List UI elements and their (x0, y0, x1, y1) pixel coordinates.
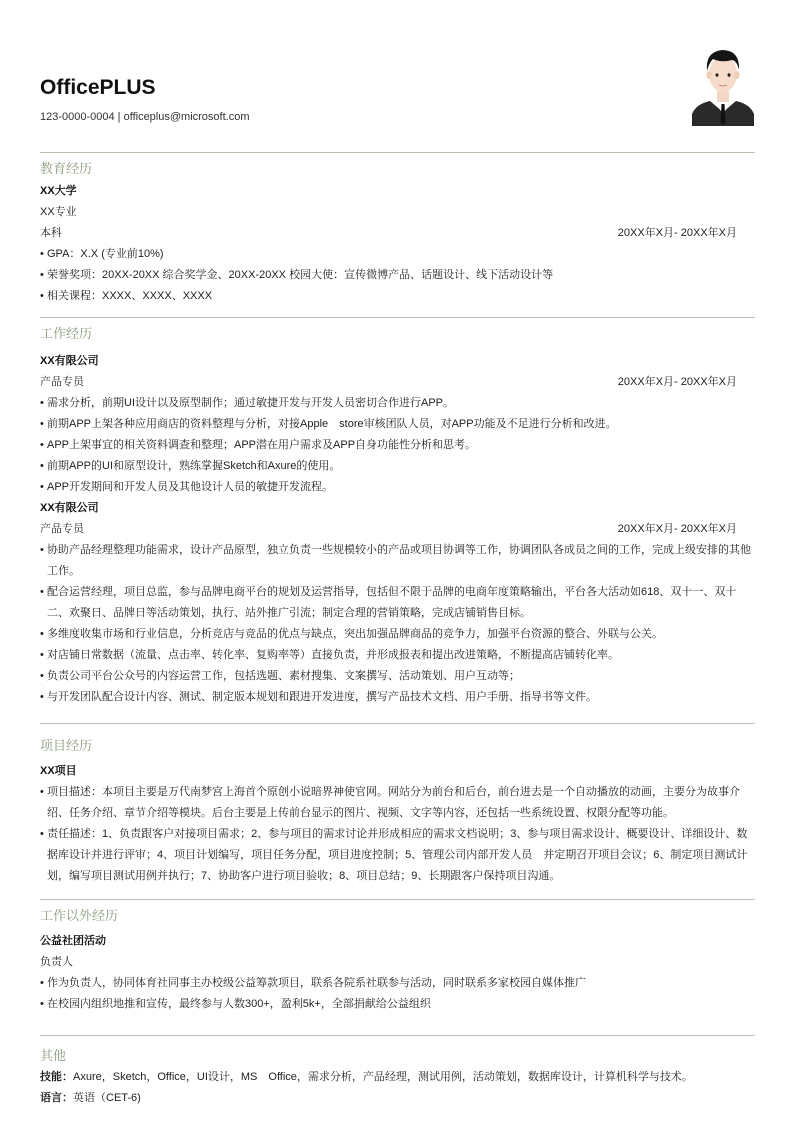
list-item: • 多维度收集市场和行业信息，分析竞店与竞品的优点与缺点，突出加强品牌商品的竞争力，加强平台资源的整合、外联与公关。 (40, 624, 755, 645)
list-item: • 前期APP的UI和原型设计，熟练掌握Sketch和Axure的使用。 (40, 456, 755, 477)
section-divider (40, 317, 755, 318)
section-title: 工作经历 (40, 326, 93, 341)
job-role: 产品专员 (40, 376, 84, 388)
job-entry (40, 498, 755, 708)
role-row (40, 519, 755, 540)
section-title: 教育经历 (40, 161, 93, 176)
section-divider (40, 899, 755, 900)
section-title: 项目经历 (40, 738, 93, 753)
company-name: XX有限公司 (40, 355, 99, 367)
skills-row (40, 1067, 755, 1088)
candidate-name: OfficePLUS (40, 76, 156, 99)
list-item: • APP开发期间和开发人员及其他设计人员的敏捷开发流程。 (40, 477, 755, 498)
degree: 本科 (40, 227, 62, 239)
activity-name: 公益社团活动 (40, 935, 106, 947)
avatar (692, 44, 754, 126)
language-value: 英语（CET-6) (73, 1092, 141, 1104)
school-name: XX大学 (40, 185, 77, 197)
activity-role: 负责人 (40, 956, 73, 968)
list-item: • 对店铺日常数据（流量、点击率、转化率、复购率等）直接负责，并形成报表和提出改进策略，不断提高店铺转化率。 (40, 645, 755, 666)
job-role: 产品专员 (40, 523, 84, 535)
job-entry (40, 351, 755, 498)
section-divider (40, 723, 755, 724)
project-section (40, 723, 755, 887)
education-period: 20XX年X月- 20XX年X月 (617, 227, 737, 239)
list-item: • 作为负责人，协同体育社同事主办校级公益筹款项目，联系各院系社联参与活动，同时联系多家校园自媒体推广 (40, 973, 755, 994)
list-item: • 负责公司平台公众号的内容运营工作，包括选题、素材搜集、文案撰写、活动策划、用户互动等； (40, 666, 755, 687)
company-name: XX有限公司 (40, 502, 99, 514)
avatar-portrait-icon (692, 44, 754, 126)
list-item: • 前期APP上架各种应用商店的资料整理与分析，对接Apple store审核团队人员，对APP功能及不足进行分析和改进。 (40, 414, 755, 435)
list-item: • 协助产品经理整理功能需求，设计产品原型，独立负责一些规模较小的产品或项目协调等工作，协调团队各成员之间的工作，完成上级安排的其他工作。 (40, 540, 755, 582)
skills-value: Axure，Sketch，Office，UI设计，MS Office，需求分析，产品经理，测试用例，活动策划，数据库设计，计算机科学与技术。 (73, 1071, 693, 1083)
section-title: 其他 (40, 1048, 67, 1063)
list-item: • GPA：X.X (专业前10%) (40, 244, 755, 265)
list-item: • 责任描述：1、负责跟客户对接项目需求；2、参与项目的需求讨论并形成相应的需求文档说明；3、参与项目需求设计、概要设计、详细设计、数据库设计并进行评审；4、项目计划编写，项目任务分配，项目进度控制；5、管理公司内部开发人员 并定期召开项目会议；6、制定项目测试计划，编写项目测试用例并执行；7、协助客户进行项目验收；8、项目总结；9、长期跟客户保持项目沟通。 (40, 824, 755, 887)
section-divider (40, 1035, 755, 1036)
role-row (40, 372, 755, 393)
section-divider (40, 152, 755, 153)
skills-label: 技能： (40, 1071, 73, 1083)
list-item: • 相关课程：XXXX、XXXX、XXXX (40, 286, 755, 307)
extra-section (40, 899, 755, 1015)
work-section (40, 317, 755, 708)
other-section (40, 1035, 755, 1109)
language-row (40, 1088, 755, 1109)
job-period: 20XX年X月- 20XX年X月 (617, 376, 737, 388)
list-item: • 荣誉奖项：20XX-20XX 综合奖学金、20XX-20XX 校园大使：宣传微博产品、话题设计、线下活动设计等 (40, 265, 755, 286)
education-section (40, 152, 755, 307)
language-label: 语言： (40, 1092, 73, 1104)
list-item: • 项目描述：本项目主要是万代南梦宫上海首个原创小说暗界神使官网。网站分为前台和后台，前台进去是一个自动播放的动画，主要分为故事介绍、任务介绍、章节介绍等模块。后台主要是上传前台显示的图片、视频、文字等内容，还包括一些系统设置、权限分配等功能。 (40, 782, 755, 824)
list-item: • 与开发团队配合设计内容、测试、制定版本规划和跟进开发进度，撰写产品技术文档、用户手册、指导书等文件。 (40, 687, 755, 708)
list-item: • 需求分析，前期UI设计以及原型制作；通过敏捷开发与开发人员密切合作进行APP。 (40, 393, 755, 414)
section-title: 工作以外经历 (40, 908, 119, 923)
list-item: • APP上架事宜的相关资料调查和整理；APP潜在用户需求及APP自身功能性分析和思考。 (40, 435, 755, 456)
list-item: • 在校园内组织地推和宣传，最终参与人数300+，盈利5k+，全部捐献给公益组织 (40, 994, 755, 1015)
job-period: 20XX年X月- 20XX年X月 (617, 523, 737, 535)
major: XX专业 (40, 206, 77, 218)
list-item: • 配合运营经理，项目总监，参与品牌电商平台的规划及运营指导，包括但不限于品牌的电商年度策略输出，平台各大活动如618、双十一、双十二、欢聚日、品牌日等活动策划，执行、站外推广引流；制定合理的营销策略，完成店铺销售目标。 (40, 582, 755, 624)
degree-row (40, 223, 755, 244)
project-name: XX项目 (40, 765, 77, 777)
contact-info: 123-0000-0004 | officeplus@microsoft.com (40, 111, 250, 123)
